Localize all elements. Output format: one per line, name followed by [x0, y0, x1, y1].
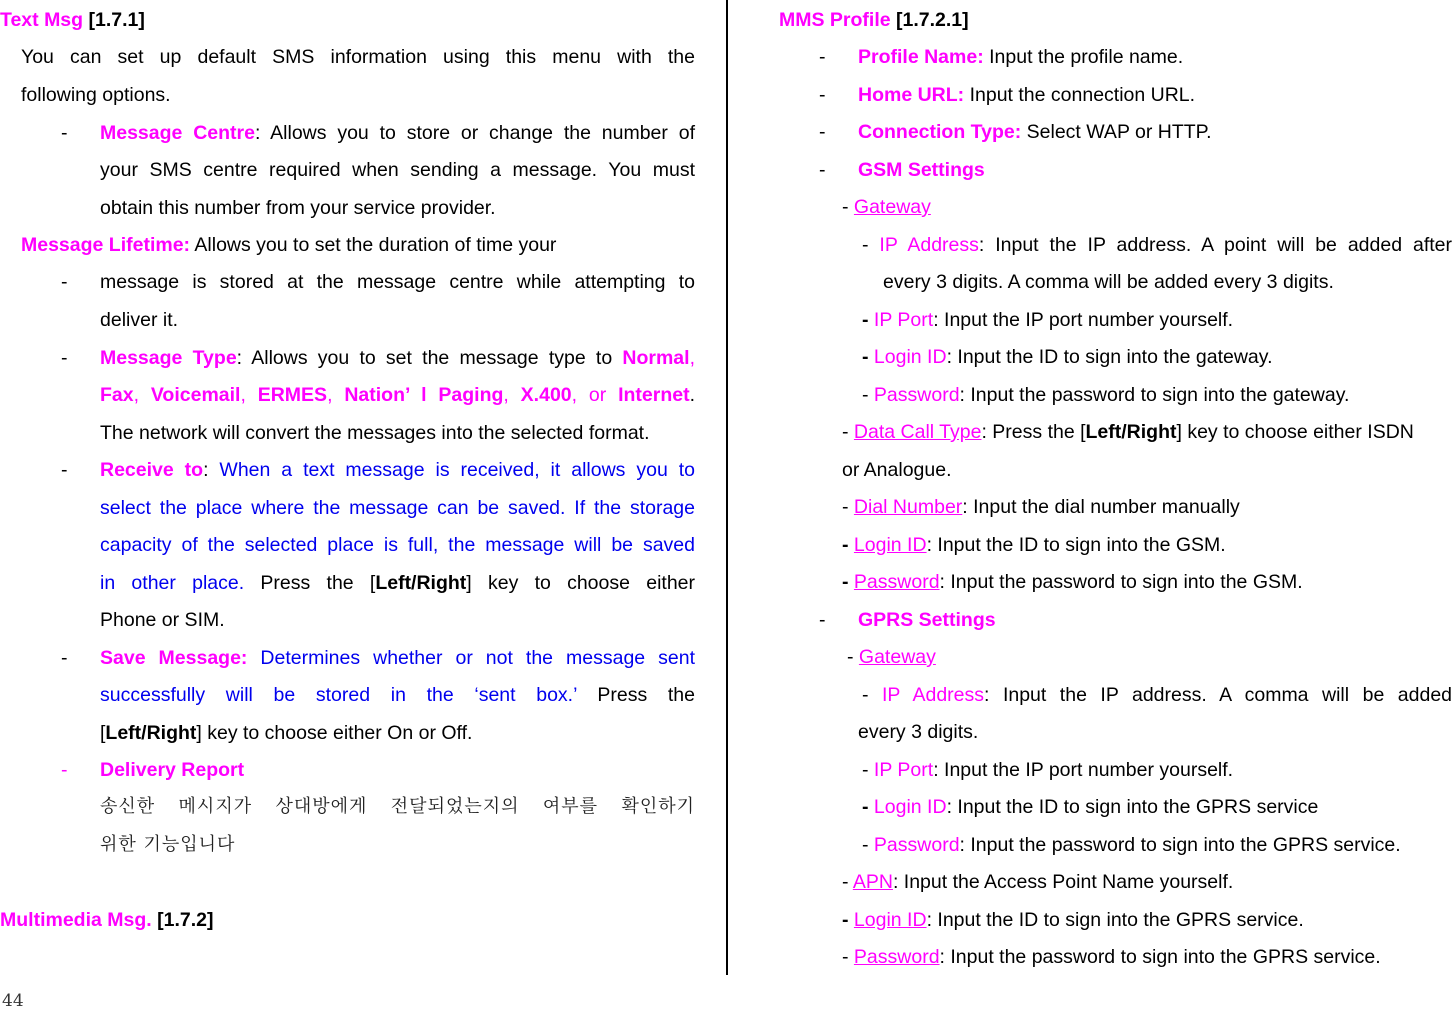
receive-to-line-3: capacity of the selected place is full, the message will be saved	[100, 534, 695, 556]
home-url-text: Input the connection URL.	[964, 84, 1196, 106]
login-id-text: : Input the ID to sign into the GPRS service.	[926, 909, 1304, 931]
gprs-password-line: - Password: Input the password to sign into the GPRS service.	[862, 834, 1401, 856]
bullet-dash: -	[61, 759, 68, 781]
type-normal: Normal	[622, 347, 690, 369]
after-text: ] key to choose either On or Off.	[196, 722, 473, 744]
gprs-settings-label: GPRS Settings	[858, 609, 996, 631]
lifetime-line-2: message is stored at the message centre while attempting to	[100, 271, 695, 293]
delivery-report-korean-1: 송신한 메시지가 상대방에게 전달되었는지의 여부를 확인하기	[100, 796, 695, 817]
type-internet: Internet	[618, 384, 690, 406]
login-id-label: Login ID	[853, 909, 927, 931]
data-call-pre: : Press the [	[981, 421, 1086, 443]
period: .	[689, 384, 695, 406]
press-text: Press the [	[244, 572, 376, 594]
password-label: Password	[853, 571, 940, 593]
message-type-text: : Allows you to set the message type to	[236, 347, 623, 369]
bullet-dash: -	[819, 46, 826, 68]
message-lifetime-line	[21, 233, 556, 257]
gprs-ip-address-line-1: - IP Address: Input the IP address. A comma will be added	[862, 684, 1453, 706]
connection-type-label: Connection Type:	[858, 121, 1022, 143]
data-call-type-line: - Data Call Type: Press the [Left/Right] key to choose either ISDN	[842, 421, 1414, 443]
ip-address-text: : Input the IP address. A point will be added after	[978, 234, 1452, 256]
bullet-dash: -	[61, 459, 68, 481]
sep: ,	[503, 384, 521, 406]
intro-line-2: following options.	[21, 84, 171, 106]
login-id-label: Login ID	[853, 534, 927, 556]
save-message-line-3	[100, 721, 472, 745]
bracket: [	[100, 722, 106, 744]
connection-type-text: Select WAP or HTTP.	[1021, 121, 1212, 143]
password-label: Password	[873, 834, 960, 856]
save-message-line-2	[100, 683, 695, 707]
receive-to-line-2: select the place where the message can be saved. If the storage	[100, 497, 695, 519]
section-code: [1.7.2]	[157, 909, 214, 931]
key-label: Left/Right	[105, 722, 197, 744]
apn-text: : Input the Access Point Name yourself.	[892, 871, 1234, 893]
profile-name-line	[858, 45, 1183, 69]
bullet-dash: -	[819, 609, 826, 631]
colon: :	[203, 459, 220, 481]
password-label: Password	[853, 946, 940, 968]
receive-to-text: When a text message is received, it allows you to	[219, 459, 695, 481]
lifetime-line-3: deliver it.	[100, 309, 179, 331]
title-text: MMS Profile	[779, 9, 891, 31]
message-centre-line-2: your SMS centre required when sending a message. You must	[100, 159, 695, 181]
section-title-mms-profile	[779, 8, 969, 32]
connection-type-line	[858, 120, 1212, 144]
bullet-dash: -	[819, 84, 826, 106]
type-x400: X.400	[520, 384, 572, 406]
save-message-line-1	[100, 646, 695, 670]
intro-line-1: You can set up default SMS information using this menu with the	[21, 46, 695, 68]
delivery-report-korean-2: 위한 기능입니다	[100, 834, 236, 855]
login-id-text: : Input the ID to sign into the gateway.	[946, 346, 1273, 368]
save-message-press: Press the	[576, 684, 695, 706]
login-id-text: : Input the ID to sign into the GPRS service	[946, 796, 1319, 818]
ip-port-label: IP Port	[873, 759, 934, 781]
gprs-password-line-2: - Password: Input the password to sign into the GPRS service.	[842, 946, 1381, 968]
password-label: Password	[873, 384, 960, 406]
gprs-login-line: - Login ID: Input the ID to sign into the GPRS service.	[842, 909, 1304, 931]
gsm-login-id-line: - Login ID: Input the ID to sign into the gateway.	[862, 346, 1273, 368]
gprs-ip-address-line-2: every 3 digits.	[858, 721, 979, 743]
sep: ,	[133, 384, 151, 406]
ip-port-text: : Input the IP port number yourself.	[933, 309, 1234, 331]
message-type-line-3: The network will convert the messages into the selected format.	[100, 422, 650, 444]
receive-to-line-4	[100, 571, 695, 595]
gsm-password-line-2: - Password: Input the password to sign into the GSM.	[842, 571, 1303, 593]
data-call-type-line-2: or Analogue.	[842, 459, 952, 481]
gateway-label: Gateway	[853, 196, 931, 218]
apn-line: - APN: Input the Access Point Name yourself.	[842, 871, 1234, 893]
message-centre-line-1	[100, 121, 695, 145]
password-text: : Input the password to sign into the GPRS service.	[939, 946, 1381, 968]
profile-name-label: Profile Name:	[858, 46, 984, 68]
receive-to-label: Receive to	[100, 459, 204, 481]
message-type-line-1: Message Type: Allows you to set the message type to Normal,	[100, 347, 695, 369]
key-label: Left/Right	[375, 572, 467, 594]
password-text: : Input the password to sign into the GPRS service.	[959, 834, 1401, 856]
ip-port-label: IP Port	[873, 309, 934, 331]
login-id-label: Login ID	[873, 346, 947, 368]
gprs-login-id-line: - Login ID: Input the ID to sign into the GPRS service	[862, 796, 1319, 818]
gsm-login-line: - Login ID: Input the ID to sign into the GSM.	[842, 534, 1226, 556]
gsm-gateway-line: - Gateway	[842, 196, 931, 218]
message-centre-label: Message Centre	[100, 122, 255, 144]
dial-number-label: Dial Number	[853, 496, 963, 518]
ip-address-text: : Input the IP address. A comma will be added	[984, 684, 1453, 706]
bullet-dash: -	[61, 122, 68, 144]
receive-to-line-5: Phone or SIM.	[100, 609, 225, 631]
dial-number-text: : Input the dial number manually	[962, 496, 1240, 518]
key-label: Left/Right	[1085, 421, 1177, 443]
save-message-label: Save Message:	[100, 647, 248, 669]
save-message-text: Determines whether or not the message sent	[247, 647, 695, 669]
gprs-ip-port-line: - IP Port: Input the IP port number yourself.	[862, 759, 1234, 781]
password-text: : Input the password to sign into the GSM.	[939, 571, 1303, 593]
login-id-text: : Input the ID to sign into the GSM.	[926, 534, 1226, 556]
bullet-dash: -	[61, 347, 68, 369]
message-type-line-2	[100, 383, 695, 407]
sep: ,	[327, 384, 345, 406]
bullet-dash: -	[61, 271, 68, 293]
dial-number-line: - Dial Number: Input the dial number manually	[842, 496, 1240, 518]
section-code: [1.7.2.1]	[896, 9, 969, 31]
login-id-label: Login ID	[873, 796, 947, 818]
title-text: Text Msg	[0, 9, 84, 31]
gateway-label: Gateway	[858, 646, 936, 668]
after-text: ] key to choose either	[466, 572, 695, 594]
gsm-password-line: - Password: Input the password to sign into the gateway.	[862, 384, 1350, 406]
column-divider	[726, 0, 728, 975]
delivery-report-label: Delivery Report	[100, 759, 245, 781]
page-number: 44	[2, 991, 24, 1011]
profile-name-text: Input the profile name.	[983, 46, 1184, 68]
section-title-text-msg	[0, 8, 145, 32]
bullet-dash: -	[819, 121, 826, 143]
gsm-ip-address-line-1: - IP Address: Input the IP address. A point will be added after	[862, 234, 1452, 256]
gsm-settings-label: GSM Settings	[858, 159, 985, 181]
sep-or: , or	[571, 384, 619, 406]
ip-port-text: : Input the IP port number yourself.	[933, 759, 1234, 781]
data-call-type-label: Data Call Type	[853, 421, 982, 443]
message-lifetime-label: Message Lifetime:	[21, 234, 191, 256]
bullet-dash: -	[819, 159, 826, 181]
type-voicemail: Voicemail	[150, 384, 241, 406]
ip-address-label: IP Address	[879, 234, 979, 256]
message-centre-line-3: obtain this number from your service provider.	[100, 197, 496, 219]
message-lifetime-text: Allows you to set the duration of time your	[190, 234, 557, 256]
receive-to-text-end: in other place.	[100, 572, 245, 594]
ip-address-label: IP Address	[882, 684, 985, 706]
type-ermes: ERMES	[257, 384, 328, 406]
title-text: Multimedia Msg.	[0, 909, 152, 931]
type-national-paging: Nation’ l Paging	[344, 384, 504, 406]
message-centre-text: : Allows you to store or change the number of	[254, 122, 695, 144]
save-message-blue: successfully will be stored in the ‘sent box.’	[100, 684, 577, 706]
home-url-line	[858, 83, 1195, 107]
message-type-label: Message Type	[100, 347, 237, 369]
section-code: [1.7.1]	[88, 9, 145, 31]
apn-label: APN	[852, 871, 893, 893]
type-fax: Fax	[100, 384, 134, 406]
section-title-multimedia	[0, 908, 213, 932]
gsm-ip-address-line-2: every 3 digits. A comma will be added every 3 digits.	[883, 271, 1334, 293]
data-call-post: ] key to choose either ISDN	[1176, 421, 1414, 443]
home-url-label: Home URL:	[858, 84, 965, 106]
password-text: : Input the password to sign into the gateway.	[959, 384, 1350, 406]
gprs-gateway-line: - Gateway	[847, 646, 936, 668]
receive-to-line-1	[100, 458, 695, 482]
bullet-dash: -	[61, 647, 68, 669]
gsm-ip-port-line: - IP Port: Input the IP port number yourself.	[862, 309, 1234, 331]
sep: ,	[240, 384, 258, 406]
